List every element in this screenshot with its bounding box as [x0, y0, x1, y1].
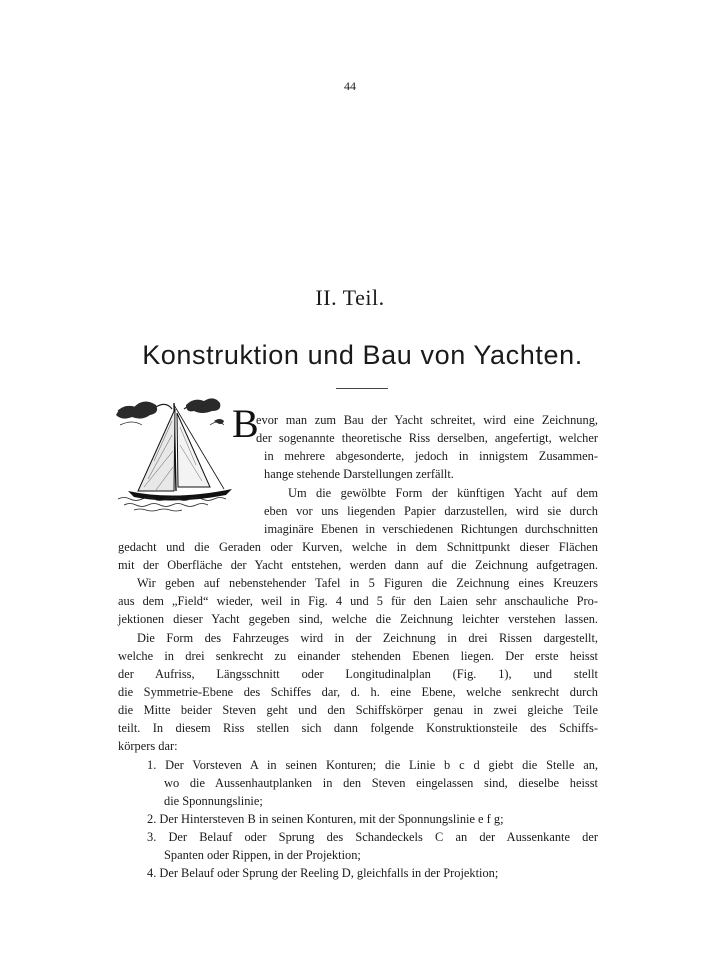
list-item: 4. Der Belauf oder Sprung der Reeling D, gleichfalls in der Projektion; — [147, 866, 499, 880]
text-line: Um die gewölbte Form der künftigen Yacht auf dem — [288, 486, 598, 500]
sailing-yacht-initial-B-icon — [114, 395, 259, 513]
list-item-continuation: die Sponnungslinie; — [164, 794, 263, 808]
text-line: der sogenannte theoretische Riss derselben, angefertigt, welcher — [256, 431, 598, 445]
text-line: der Aufriss, Längsschnitt oder Longitudinalplan (Fig. 1), und stellt — [118, 667, 598, 681]
text-line: körpers dar: — [118, 739, 178, 753]
list-item: 3. Der Belauf oder Sprung des Schandeckels C an der Aussenkante der — [147, 830, 598, 844]
text-line: Wir geben auf nebenstehender Tafel in 5 Figuren die Zeichnung eines Kreuzers — [137, 576, 598, 590]
list-item-continuation: wo die Aussenhautplanken in den Steven eingelassen sind, dieselbe heisst — [164, 776, 598, 790]
text-line: mit der Oberfläche der Yacht entstehen, werden dann auf die Zeichnung aufgetragen. — [118, 558, 598, 572]
text-line: aus dem „Field“ wieder, weil in Fig. 4 und 5 für den Laien sehr anschauliche Pro- — [118, 594, 598, 608]
text-line: hange stehende Darstellungen zerfällt. — [264, 467, 454, 481]
initial-letter: B — [232, 401, 259, 446]
list-item-continuation: Spanten oder Rippen, in der Projektion; — [164, 848, 361, 862]
text-line: Die Form des Fahrzeuges wird in der Zeichnung in drei Rissen dargestellt, — [137, 631, 598, 645]
list-item: 2. Der Hintersteven B in seinen Konturen, mit der Sponnungslinie e f g; — [147, 812, 504, 826]
text-line: die Mitte beider Steven geht und den Schiffskörper genau in zwei gleiche Teile — [118, 703, 598, 717]
title-rule — [336, 388, 388, 389]
chapter-title: Konstruktion und Bau von Yachten. — [142, 340, 583, 370]
page-number: 44 — [344, 79, 356, 93]
text-line: eben vor uns liegenden Papier darzustellen, wird sie durch — [264, 504, 598, 518]
text-line: imaginäre Ebenen in verschiedenen Richtungen durchschnitten — [264, 522, 598, 536]
text-line: welche in drei senkrecht zu einander stehenden Ebenen liegen. Der erste heisst — [118, 649, 598, 663]
text-line: evor man zum Bau der Yacht schreitet, wird eine Zeichnung, — [256, 413, 598, 427]
text-line: jektionen dieser Yacht gegeben sind, welche die Zeichnung leichter verstehen lassen. — [118, 612, 598, 626]
text-line: gedacht und die Geraden oder Kurven, welche in dem Schnittpunkt dieser Flächen — [118, 540, 598, 554]
part-heading: II. Teil. — [315, 285, 385, 310]
text-line: in mehrere abgesonderte, jedoch in innigstem Zusammen- — [264, 449, 598, 463]
list-item: 1. Der Vorsteven A in seinen Konturen; die Linie b c d giebt die Stelle an, — [147, 758, 598, 772]
text-line: die Symmetrie-Ebene des Schiffes dar, d. h. eine Ebene, welche senkrecht durch — [118, 685, 598, 699]
text-line: teilt. In diesem Riss stellen sich dann folgende Konstruktionsteile des Schiffs- — [118, 721, 598, 735]
